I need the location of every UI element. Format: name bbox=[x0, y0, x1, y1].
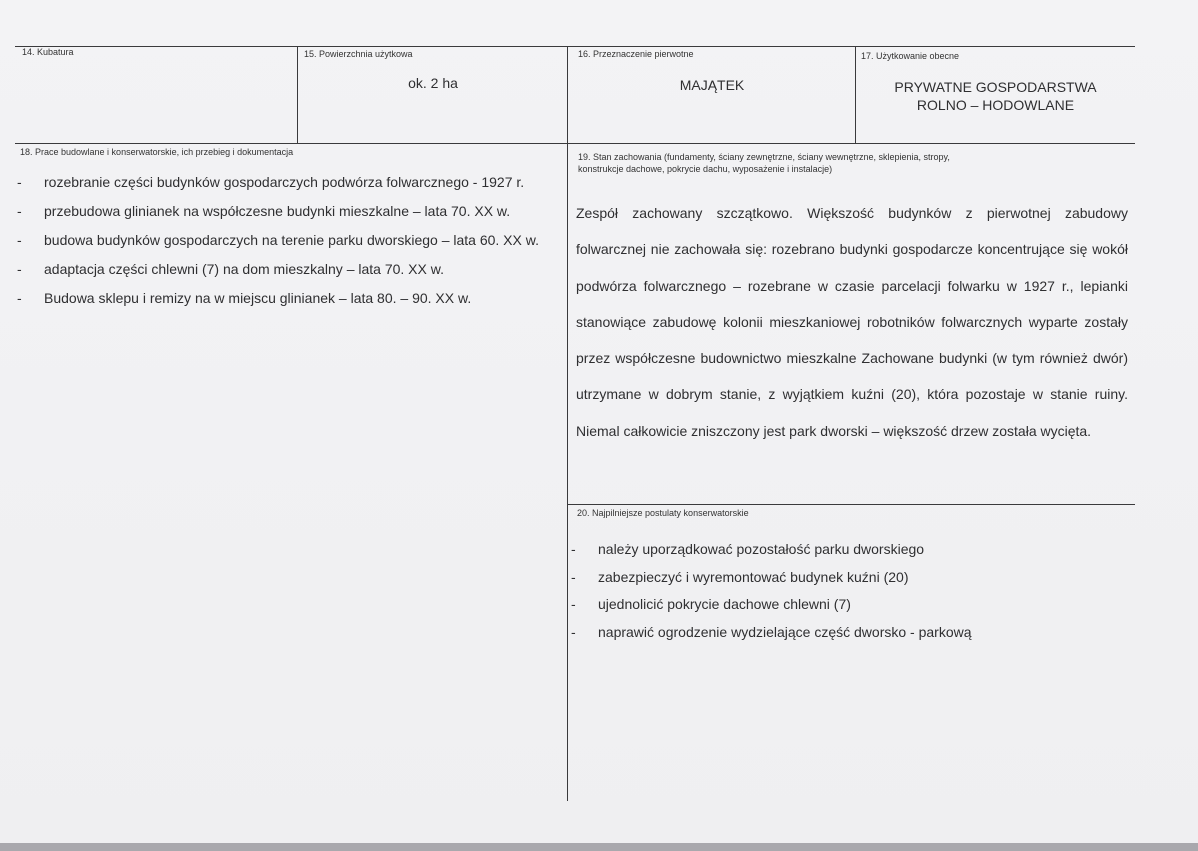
bullet-dash: - bbox=[571, 541, 576, 557]
field-18-list bbox=[17, 168, 557, 313]
list-item-text: Budowa sklepu i remizy na w miejscu glinianek – lata 80. – 90. XX w. bbox=[44, 290, 472, 306]
bullet-dash: - bbox=[571, 568, 576, 585]
col-divider-1 bbox=[297, 46, 298, 143]
list-item bbox=[571, 591, 1131, 619]
list-item-text: naprawić ogrodzenie wydzielające część dworsko - parkową bbox=[598, 623, 972, 640]
field-17-value-line-2: ROLNO – HODOWLANE bbox=[916, 97, 1075, 113]
field-14-label: 14. Kubatura bbox=[22, 47, 74, 57]
list-item-text: należy uporządkować pozostałość parku dworskiego bbox=[598, 541, 925, 557]
field-18-label: 18. Prace budowlane i konserwatorskie, ich przebieg i dokumentacja bbox=[20, 147, 294, 157]
bullet-dash: - bbox=[17, 174, 22, 190]
field-15-label: 15. Powierzchnia użytkowa bbox=[304, 49, 413, 59]
field-19-text: Zespół zachowany szczątkowo. Większość budynków z pierwotnej zabudowy folwarcznej nie zachowała się: rozebrano budynki gospodarcze koncentrujące się wokół podwórza folwarcznego – rozebrane w czasie parcelacji folwarku w 1927 r., lepianki stanowiące zabudowę kolonii mieszkaniowej robotników folwarcznych wyparte zostały przez współczesne budownictwo mieszkalne Zachowane budynki (w tym również dwór) utrzymane w dobrym stanie, z wyjątkiem kuźni (20), która pozostaje w stanie ruiny. Niemal całkowicie zniszczony jest park dworski – większość drzew została wycięta. bbox=[576, 205, 1128, 439]
list-item-text: zabezpieczyć i wyremontować budynek kuźni (20) bbox=[598, 568, 909, 585]
field-20-list bbox=[571, 536, 1131, 646]
bullet-dash: - bbox=[17, 232, 22, 248]
list-item-text: przebudowa glinianek na współczesne budynki mieszkalne – lata 70. XX w. bbox=[44, 203, 511, 219]
field-20-label: 20. Najpilniejsze postulaty konserwatorskie bbox=[577, 508, 749, 518]
field-16-value: MAJĄTEK bbox=[679, 77, 745, 93]
field-17-value-line-1: PRYWATNE GOSPODARSTWA bbox=[894, 79, 1097, 95]
list-item bbox=[571, 564, 1131, 592]
bullet-dash: - bbox=[17, 261, 22, 277]
top-rule bbox=[15, 46, 1135, 47]
list-item-text: budowa budynków gospodarczych na terenie parku dworskiego – lata 60. XX w. bbox=[44, 232, 539, 248]
field-19-label-line-2: konstrukcje dachowe, pokrycie dachu, wyposażenie i instalacje) bbox=[578, 164, 833, 174]
field-17-label: 17. Użytkowanie obecne bbox=[861, 51, 960, 61]
list-item bbox=[17, 197, 557, 226]
bullet-dash: - bbox=[17, 203, 22, 219]
list-item-text: rozebranie części budynków gospodarczych podwórza folwarcznego - 1927 r. bbox=[44, 174, 525, 190]
list-item bbox=[17, 284, 557, 313]
list-item bbox=[17, 226, 557, 255]
list-item bbox=[17, 255, 557, 284]
list-item-text: ujednolicić pokrycie dachowe chlewni (7) bbox=[598, 596, 851, 612]
bullet-dash: - bbox=[17, 290, 22, 306]
row-divider-2 bbox=[567, 504, 1135, 505]
list-item bbox=[571, 619, 1131, 647]
sheet-bottom-edge bbox=[0, 843, 1198, 851]
col-divider-2 bbox=[567, 46, 568, 801]
list-item bbox=[571, 536, 1131, 564]
list-item bbox=[17, 168, 557, 197]
list-item-text: adaptacja części chlewni (7) na dom mieszkalny – lata 70. XX w. bbox=[44, 261, 444, 277]
field-15-value: ok. 2 ha bbox=[408, 75, 458, 91]
row-divider-1 bbox=[15, 143, 1135, 144]
field-16-label: 16. Przeznaczenie pierwotne bbox=[578, 49, 694, 59]
field-19-label-line-1: 19. Stan zachowania (fundamenty, ściany zewnętrzne, ściany wewnętrzne, sklepienia, stropy, bbox=[578, 152, 950, 162]
bullet-dash: - bbox=[571, 596, 576, 612]
bullet-dash: - bbox=[571, 623, 576, 640]
